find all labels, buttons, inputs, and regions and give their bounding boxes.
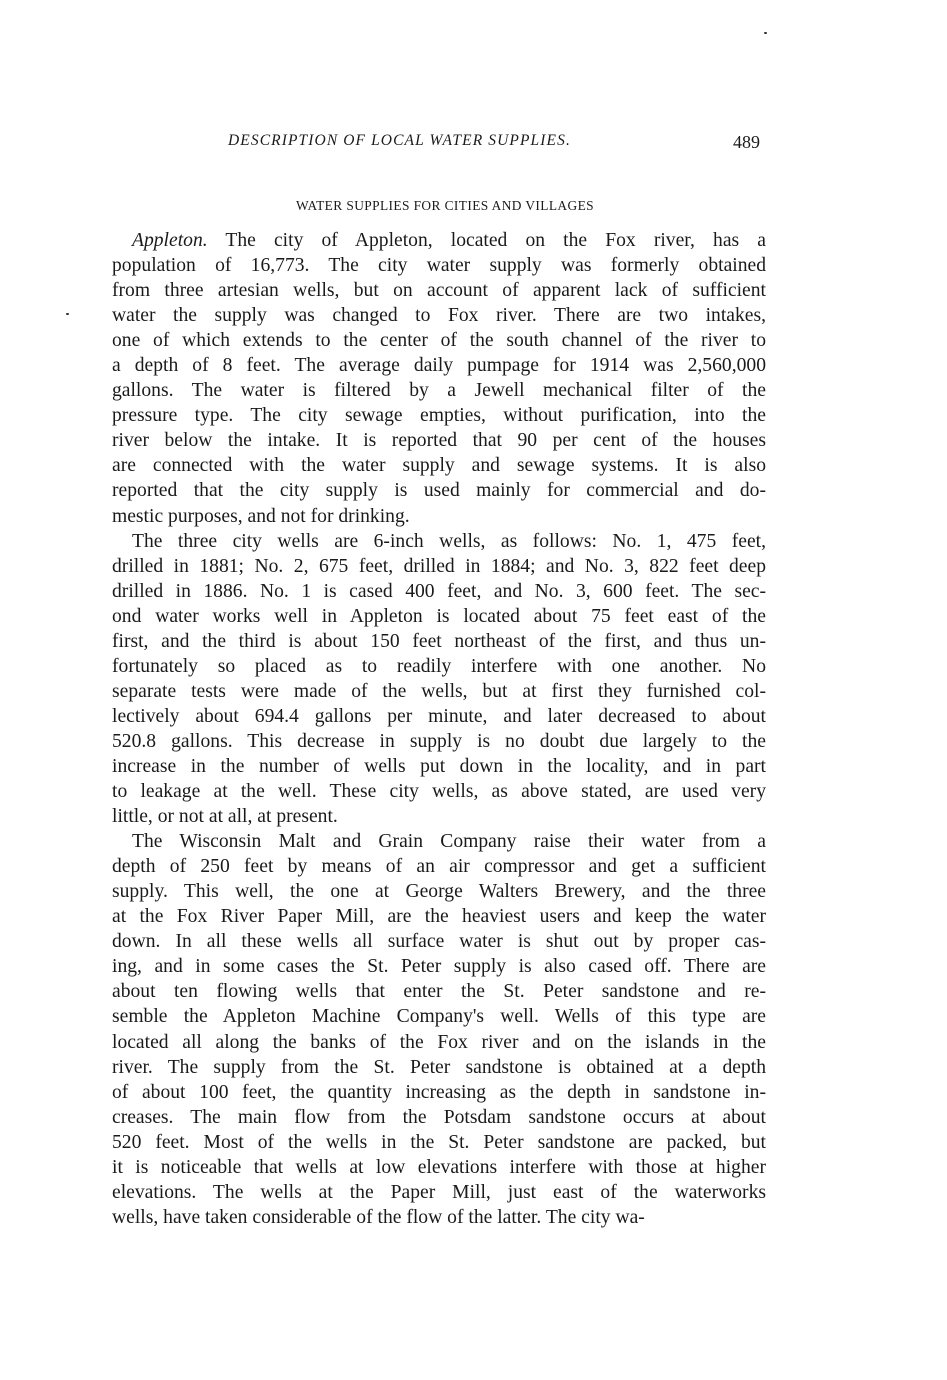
- text-line: The three city wells are 6-inch wells, as follows: No. 1, 475 feet,: [132, 530, 766, 552]
- text-line: about ten flowing wells that enter the St. Peter sandstone and re-: [112, 981, 766, 1003]
- text-line: pressure type. The city sewage empties, without purification, into the: [112, 405, 766, 427]
- text-line: The Wisconsin Malt and Grain Company raise their water from a: [132, 831, 766, 853]
- text-line: 520.8 gallons. This decrease in supply is no doubt due largely to the: [112, 730, 766, 752]
- text-line: gallons. The water is filtered by a Jewell mechanical filter of the: [112, 380, 766, 402]
- text-line: increase in the number of wells put down in the locality, and in part: [112, 755, 766, 777]
- text-line: first, and the third is about 150 feet northeast of the first, and thus un-: [112, 630, 766, 652]
- text-line: down. In all these wells all surface water is shut out by proper cas-: [112, 931, 766, 953]
- place-name-appleton: Appleton.: [132, 230, 208, 251]
- book-page: [112, 120, 766, 1230]
- text-line: 520 feet. Most of the wells in the St. Peter sandstone are packed, but: [112, 1131, 766, 1153]
- text-line: creases. The main flow from the Potsdam sandstone occurs at about: [112, 1106, 766, 1128]
- text-line: semble the Appleton Machine Company's well. Wells of this type are: [112, 1006, 766, 1028]
- paragraph-private-wells: [112, 829, 766, 1230]
- text-line: depth of 250 feet by means of an air compressor and get a sufficient: [112, 856, 766, 878]
- text-line: ing, and in some cases the St. Peter supply is also cased off. There are: [112, 956, 766, 978]
- text-line: elevations. The wells at the Paper Mill, just east of the waterworks: [112, 1181, 766, 1203]
- text-line: wells, have taken considerable of the flow of the latter. The city wa-: [112, 1206, 645, 1228]
- running-head-title: DESCRIPTION OF LOCAL WATER SUPPLIES.: [228, 132, 571, 149]
- text-line: ond water works well in Appleton is located about 75 feet east of the: [112, 605, 766, 627]
- page-number: 489: [733, 132, 760, 152]
- margin-speck-left: [66, 313, 69, 315]
- text-line: [112, 228, 766, 253]
- text-line: are connected with the water supply and sewage systems. It is also: [112, 455, 766, 477]
- body-text: [112, 228, 766, 1230]
- running-head: [112, 120, 766, 160]
- text-line: drilled in 1886. No. 1 is cased 400 feet, and No. 3, 600 feet. The sec-: [112, 580, 766, 602]
- text-line: water the supply was changed to Fox river. There are two intakes,: [112, 305, 766, 327]
- text-line: from three artesian wells, but on account of apparent lack of sufficient: [112, 280, 766, 302]
- text-line-content: The city of Appleton, located on the Fox river, has a: [207, 230, 766, 251]
- text-line: drilled in 1881; No. 2, 675 feet, drilled in 1884; and No. 3, 822 feet deep: [112, 555, 766, 577]
- margin-speck-top-right: [764, 32, 767, 34]
- text-line: of about 100 feet, the quantity increasing as the depth in sandstone in-: [112, 1081, 766, 1103]
- text-line: reported that the city supply is used mainly for commercial and do-: [112, 480, 766, 502]
- text-line: to leakage at the well. These city wells, as above stated, are used very: [112, 781, 766, 803]
- text-line: river below the intake. It is reported that 90 per cent of the houses: [112, 430, 766, 452]
- text-line: mestic purposes, and not for drinking.: [112, 505, 410, 527]
- text-line: population of 16,773. The city water supply was formerly obtained: [112, 255, 766, 277]
- text-line: river. The supply from the St. Peter sandstone is obtained at a depth: [112, 1056, 766, 1078]
- paragraph-appleton-intro: [112, 228, 766, 529]
- text-line: fortunately so placed as to readily interfere with one another. No: [112, 655, 766, 677]
- text-line: separate tests were made of the wells, but at first they furnished col-: [112, 680, 766, 702]
- text-line: it is noticeable that wells at low elevations interfere with those at higher: [112, 1156, 766, 1178]
- text-line: lectively about 694.4 gallons per minute, and later decreased to about: [112, 705, 766, 727]
- text-line: a depth of 8 feet. The average daily pumpage for 1914 was 2,560,000: [112, 355, 766, 377]
- section-heading: WATER SUPPLIES FOR CITIES AND VILLAGES: [295, 198, 595, 213]
- text-line: supply. This well, the one at George Walters Brewery, and the three: [112, 881, 766, 903]
- text-line: at the Fox River Paper Mill, are the heaviest users and keep the water: [112, 906, 766, 928]
- text-line: little, or not at all, at present.: [112, 806, 338, 828]
- text-line: one of which extends to the center of the south channel of the river to: [112, 330, 766, 352]
- text-line: located all along the banks of the Fox river and on the islands in the: [112, 1031, 766, 1053]
- paragraph-city-wells: [112, 529, 766, 830]
